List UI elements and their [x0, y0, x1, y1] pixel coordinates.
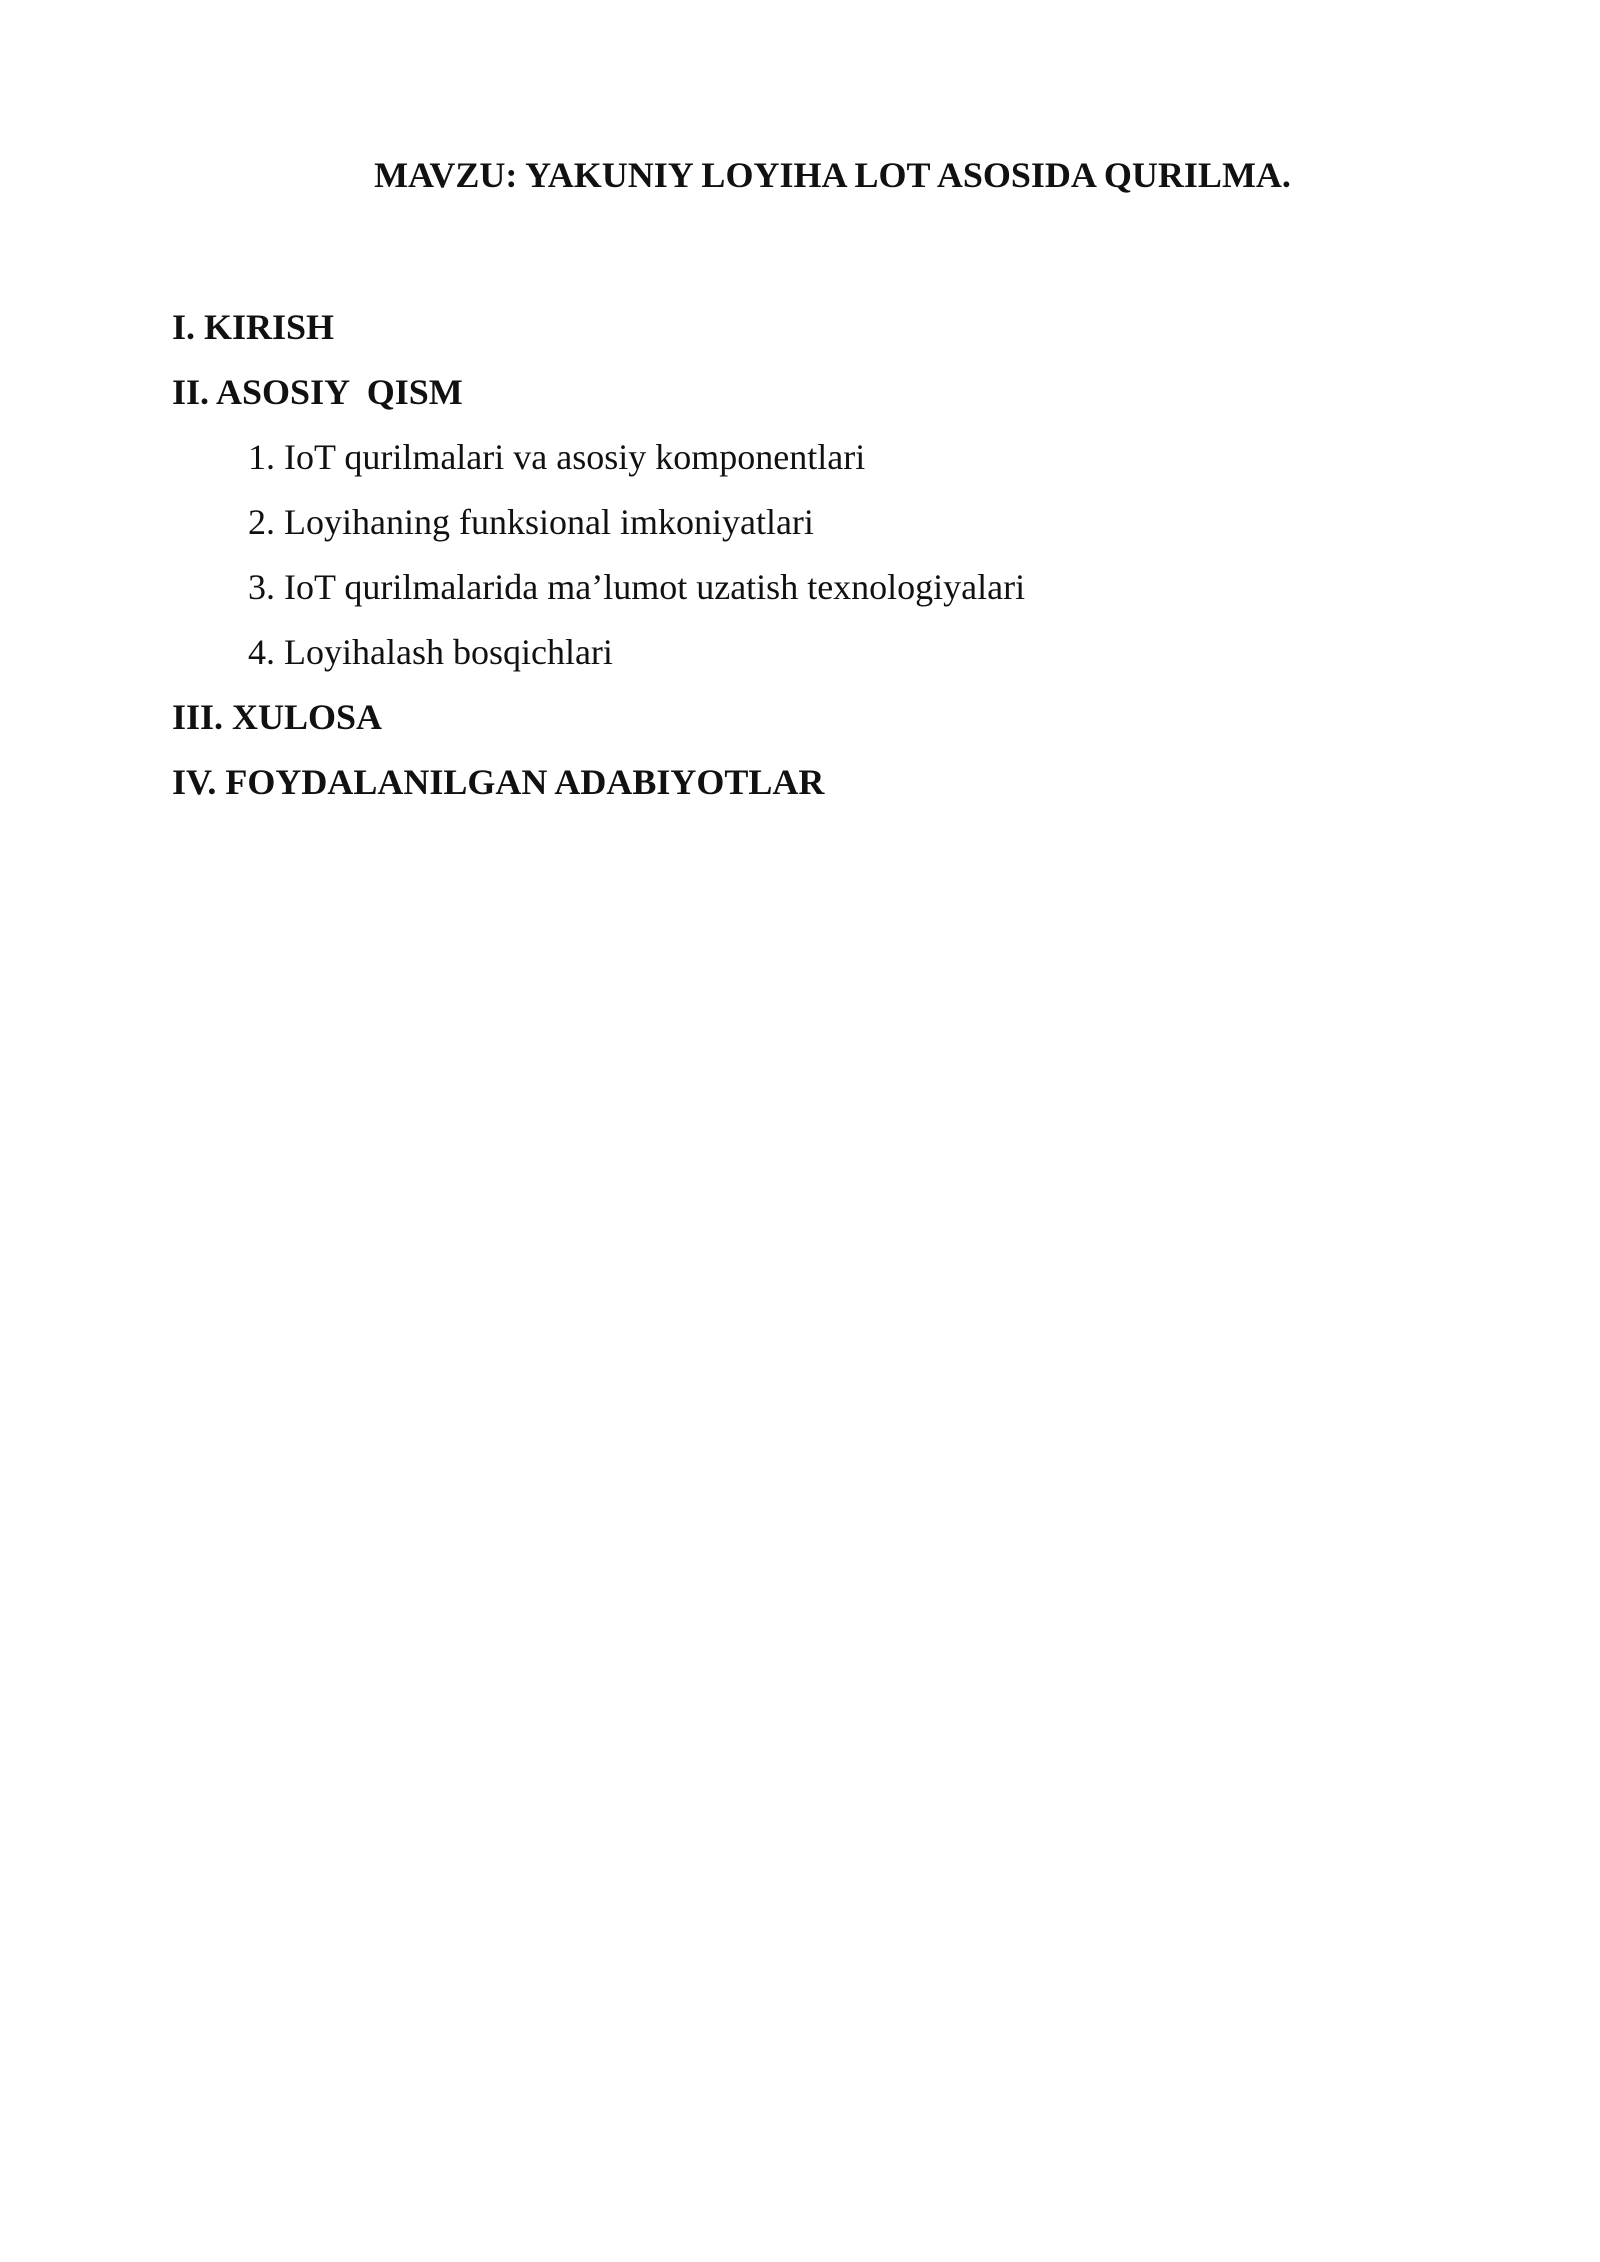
toc-section-conclusion: III. XULOSA: [172, 697, 383, 737]
toc-section-main-part: II. ASOSIY QISM: [172, 372, 463, 412]
toc-section-intro: I. KIRISH: [172, 307, 335, 347]
toc-subitem-design-stages: 4. Loyihalash bosqichlari: [248, 632, 613, 672]
toc-subitem-iot-components: 1. IoT qurilmalari va asosiy komponentlari: [248, 437, 866, 477]
table-of-contents: [172, 303, 1025, 823]
document-title: MAVZU: YAKUNIY LOYIHA LOT ASOSIDA QURILMA.: [374, 155, 1291, 195]
toc-subitem-functional-capabilities: 2. Loyihaning funksional imkoniyatlari: [248, 502, 814, 542]
toc-subitem-data-transmission: 3. IoT qurilmalarida ma’lumot uzatish texnologiyalari: [248, 567, 1026, 607]
toc-section-references: IV. FOYDALANILGAN ADABIYOTLAR: [172, 762, 825, 802]
